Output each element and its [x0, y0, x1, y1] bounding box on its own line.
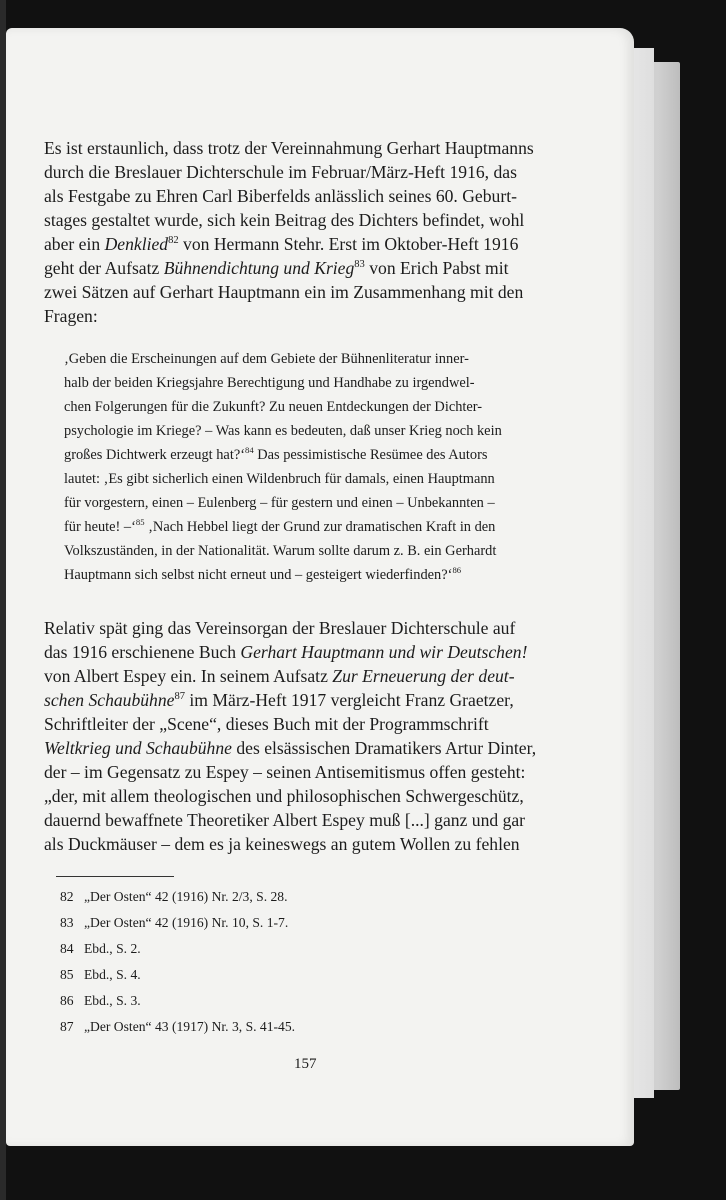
text-line	[44, 260, 562, 278]
text-span: ‚Nach Hebbel liegt der Grund zur dramatischen Kraft in den	[144, 519, 496, 535]
work-title: Denklied	[104, 234, 169, 254]
footnote	[60, 994, 141, 1008]
footnote-number: 86	[60, 993, 74, 1008]
footnote-number: 83	[60, 915, 74, 930]
footnote-text: „Der Osten“ 42 (1916) Nr. 2/3, S. 28.	[84, 889, 288, 904]
footnote-number: 87	[60, 1019, 74, 1034]
text-line: „der, mit allem theologischen und philosophischen Schwergeschütz,	[44, 786, 524, 806]
footnote-ref: 87	[174, 691, 185, 703]
text-span: im März-Heft 1917 vergleicht Franz Graetzer,	[185, 690, 514, 710]
text-line: dauernd bewaffnete Theoretiker Albert Espey muß [...] ganz und gar	[44, 810, 526, 830]
text-span: des elsässischen Dramatikers Artur Dinter,	[231, 738, 537, 758]
footnote	[60, 916, 288, 930]
quote-line: Volkszuständen, in der Nationalität. Warum sollte darum z. B. ein Gerhardt	[64, 543, 497, 559]
text-line: als Duckmäuser – dem es ja keineswegs an gutem Wollen zu fehlen	[44, 834, 520, 854]
footnote-ref: 84	[245, 445, 254, 456]
footnote-text: Ebd., S. 3.	[84, 993, 141, 1008]
text-span: von Erich Pabst mit	[364, 258, 509, 278]
footnote-number: 85	[60, 967, 74, 982]
book-page	[6, 28, 634, 1146]
text-line: durch die Breslauer Dichterschule im Februar/März-Heft 1916, das	[44, 162, 517, 182]
quote-line: chen Folgerungen für die Zukunft? Zu neuen Entdeckungen der Dichter-	[64, 399, 483, 415]
text-span: Das pessimistische Resümee des Autors	[253, 447, 488, 463]
footnote-ref: 86	[452, 565, 462, 576]
work-title: Weltkrieg und Schaubühne	[44, 738, 232, 758]
text-line: stages gestaltet wurde, sich kein Beitrag des Dichters befindet, wohl	[44, 210, 525, 230]
footnote-text: „Der Osten“ 42 (1916) Nr. 10, S. 1-7.	[84, 915, 289, 930]
text-line: Es ist erstaunlich, dass trotz der Vereinnahmung Gerhart Hauptmanns	[44, 138, 534, 158]
text-line: Relativ spät ging das Vereinsorgan der Breslauer Dichterschule auf	[44, 618, 516, 638]
text-line	[44, 692, 562, 710]
work-title: Bühnendichtung und Krieg	[163, 258, 355, 278]
text-span: für heute! –‘	[64, 519, 136, 535]
footnote-ref: 82	[168, 235, 179, 247]
quote-line: lautet: ‚Es gibt sicherlich einen Wildenbruch für damals, einen Hauptmann	[64, 471, 495, 487]
text-span: großes Dichtwerk erzeugt hat?‘	[64, 447, 246, 463]
work-title: Zur Erneuerung der deut-	[332, 666, 515, 686]
page-number: 157	[294, 1056, 317, 1072]
text-span: aber ein	[44, 234, 105, 254]
text-line	[44, 236, 562, 254]
quote-line: ‚Geben die Erscheinungen auf dem Gebiete der Bühnenliteratur inner-	[64, 351, 469, 367]
footnote-text: Ebd., S. 2.	[84, 941, 141, 956]
footnote	[60, 968, 141, 982]
quote-line	[64, 565, 556, 583]
text-span: von Hermann Stehr. Erst im Oktober-Heft 1916	[178, 234, 519, 254]
footnote	[60, 942, 141, 956]
footnote-number: 82	[60, 889, 74, 904]
footnote-number: 84	[60, 941, 74, 956]
text-line: Schriftleiter der „Scene“, dieses Buch mit der Programmschrift	[44, 714, 489, 734]
work-title: Gerhart Hauptmann und wir Deutschen!	[240, 642, 528, 662]
footnote-ref: 85	[135, 517, 145, 528]
text-line: der – im Gegensatz zu Espey – seinen Antisemitismus offen gesteht:	[44, 762, 526, 782]
footnote	[60, 890, 288, 904]
quote-line: für vorgestern, einen – Eulenberg – für gestern und einen – Unbekannten –	[64, 495, 495, 511]
text-span: das 1916 erschienene Buch	[44, 642, 241, 662]
text-line	[44, 740, 562, 758]
quote-line	[64, 517, 556, 535]
text-line	[44, 644, 562, 662]
text-line: als Festgabe zu Ehren Carl Biberfelds anlässlich seines 60. Geburt-	[44, 186, 517, 206]
text-line: Fragen:	[44, 306, 98, 326]
text-line	[44, 668, 562, 686]
text-span: Hauptmann sich selbst nicht erneut und – gesteigert wiederfinden?‘	[64, 567, 453, 583]
quote-line: halb der beiden Kriegsjahre Berechtigung und Handhabe zu irgendwel-	[64, 375, 475, 391]
text-span: geht der Aufsatz	[44, 258, 164, 278]
footnote-text: Ebd., S. 4.	[84, 967, 141, 982]
footnote	[60, 1020, 295, 1034]
quote-line: psychologie im Kriege? – Was kann es bedeuten, daß unser Krieg noch kein	[64, 423, 502, 439]
footnote-ref: 83	[354, 259, 365, 271]
work-title: schen Schaubühne	[44, 690, 175, 710]
footnote-divider	[56, 876, 174, 877]
text-line: zwei Sätzen auf Gerhart Hauptmann ein im Zusammenhang mit den	[44, 282, 524, 302]
footnote-text: „Der Osten“ 43 (1917) Nr. 3, S. 41-45.	[84, 1019, 296, 1034]
text-span: von Albert Espey ein. In seinem Aufsatz	[44, 666, 333, 686]
quote-line	[64, 445, 556, 463]
